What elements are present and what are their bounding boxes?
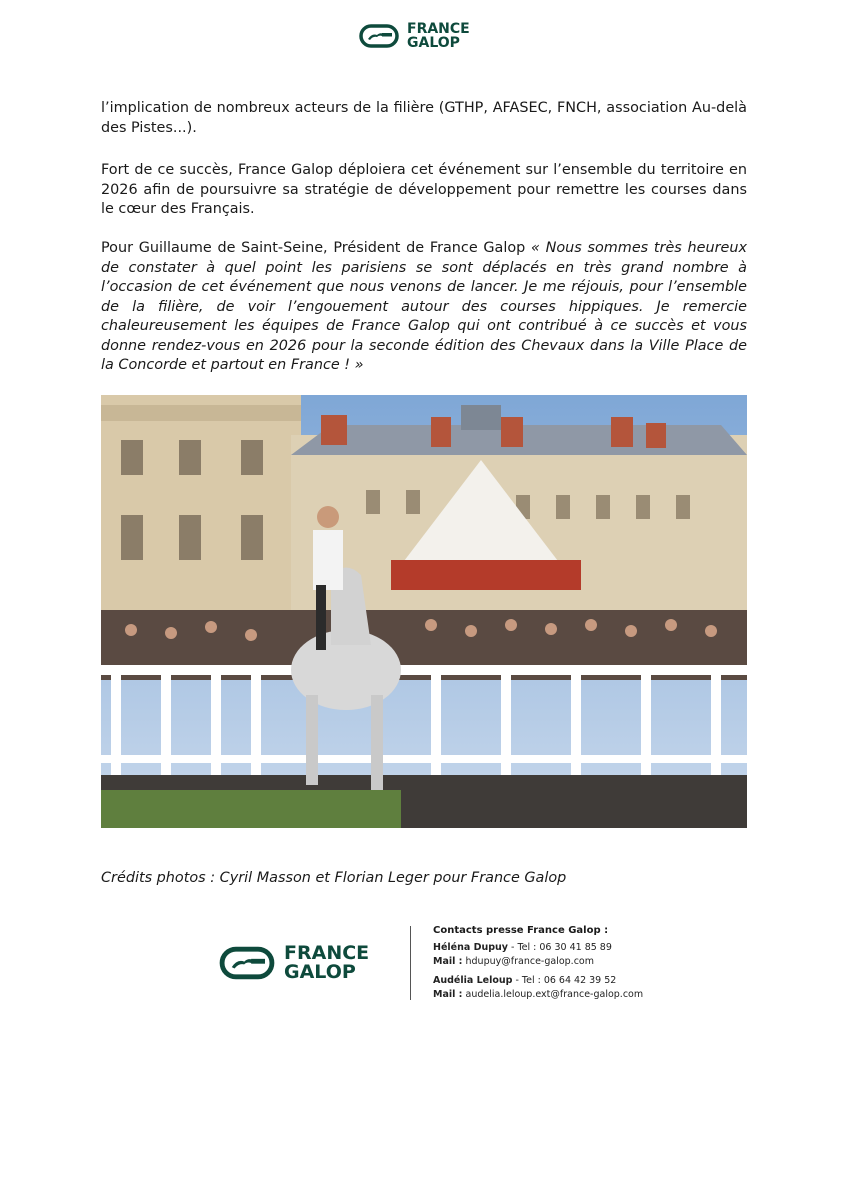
contact-2-mail-line bbox=[433, 988, 643, 1002]
press-contacts bbox=[433, 924, 643, 1002]
paragraph-citation bbox=[101, 239, 747, 376]
contact-2-mail-label: Mail : bbox=[433, 989, 463, 1000]
france-galop-emblem-icon bbox=[218, 945, 276, 981]
logo-word-galop: GALOP bbox=[284, 961, 356, 983]
logo-word-france: FRANCE bbox=[407, 21, 470, 37]
france-galop-logo-footer bbox=[218, 944, 369, 982]
footer-divider bbox=[410, 926, 411, 1000]
contact-1-phone-line bbox=[433, 941, 643, 955]
contact-1-mail[interactable]: hdupuy@france-galop.com bbox=[462, 956, 594, 967]
logo-word-galop: GALOP bbox=[407, 35, 460, 51]
contact-1-mail-label: Mail : bbox=[433, 956, 463, 967]
contact-2-tel: - Tel : 06 64 42 39 52 bbox=[512, 975, 617, 986]
logo-word-france: FRANCE bbox=[284, 942, 370, 964]
contact-2-mail[interactable]: audelia.leloup.ext@france-galop.com bbox=[462, 989, 644, 1000]
contact-2-name: Audélia Leloup bbox=[433, 975, 513, 986]
contact-1-mail-line bbox=[433, 955, 643, 969]
citation-intro: Pour Guillaume de Saint-Seine, Président de France Galop bbox=[101, 240, 532, 256]
paragraph-deploiement: Fort de ce succès, France Galop déploiera cet événement sur l’ensemble du territoire en 2026 afin de poursuivre sa stratégie de développement pour remettre les courses dans le cœur des Français. bbox=[101, 162, 747, 217]
photo-horse-place-concorde-illustration bbox=[101, 395, 747, 828]
photo-credits: Crédits photos : Cyril Masson et Florian Leger pour France Galop bbox=[101, 870, 567, 886]
france-galop-logo-header bbox=[359, 22, 470, 50]
france-galop-emblem-icon bbox=[359, 23, 399, 49]
contact-2-phone-line bbox=[433, 974, 643, 988]
contacts-title: Contacts presse France Galop : bbox=[433, 925, 609, 936]
paragraph-filiere: l’implication de nombreux acteurs de la filière (GTHP, AFASEC, FNCH, association Au-delà des Pistes...). bbox=[101, 100, 747, 136]
event-photo bbox=[101, 395, 747, 828]
contact-1-tel: - Tel : 06 30 41 85 89 bbox=[507, 942, 612, 953]
citation-quote: « Nous sommes très heureux de constater à quel point les parisiens se sont déplacés en très grand nombre à l’occasion de cet événement que nous venons de lancer. Je me réjouis, pour l’ensemble de la filière, de voir l’engouement autour des courses hippiques. Je remercie chaleureusement les équipes de France Galop qui ont contribué à ce succès et vous donne rendez-vous en 2026 pour la seconde édition des Chevaux dans la Ville Place de la Concorde et partout en France ! » bbox=[101, 240, 747, 373]
contact-1-name: Héléna Dupuy bbox=[433, 942, 508, 953]
